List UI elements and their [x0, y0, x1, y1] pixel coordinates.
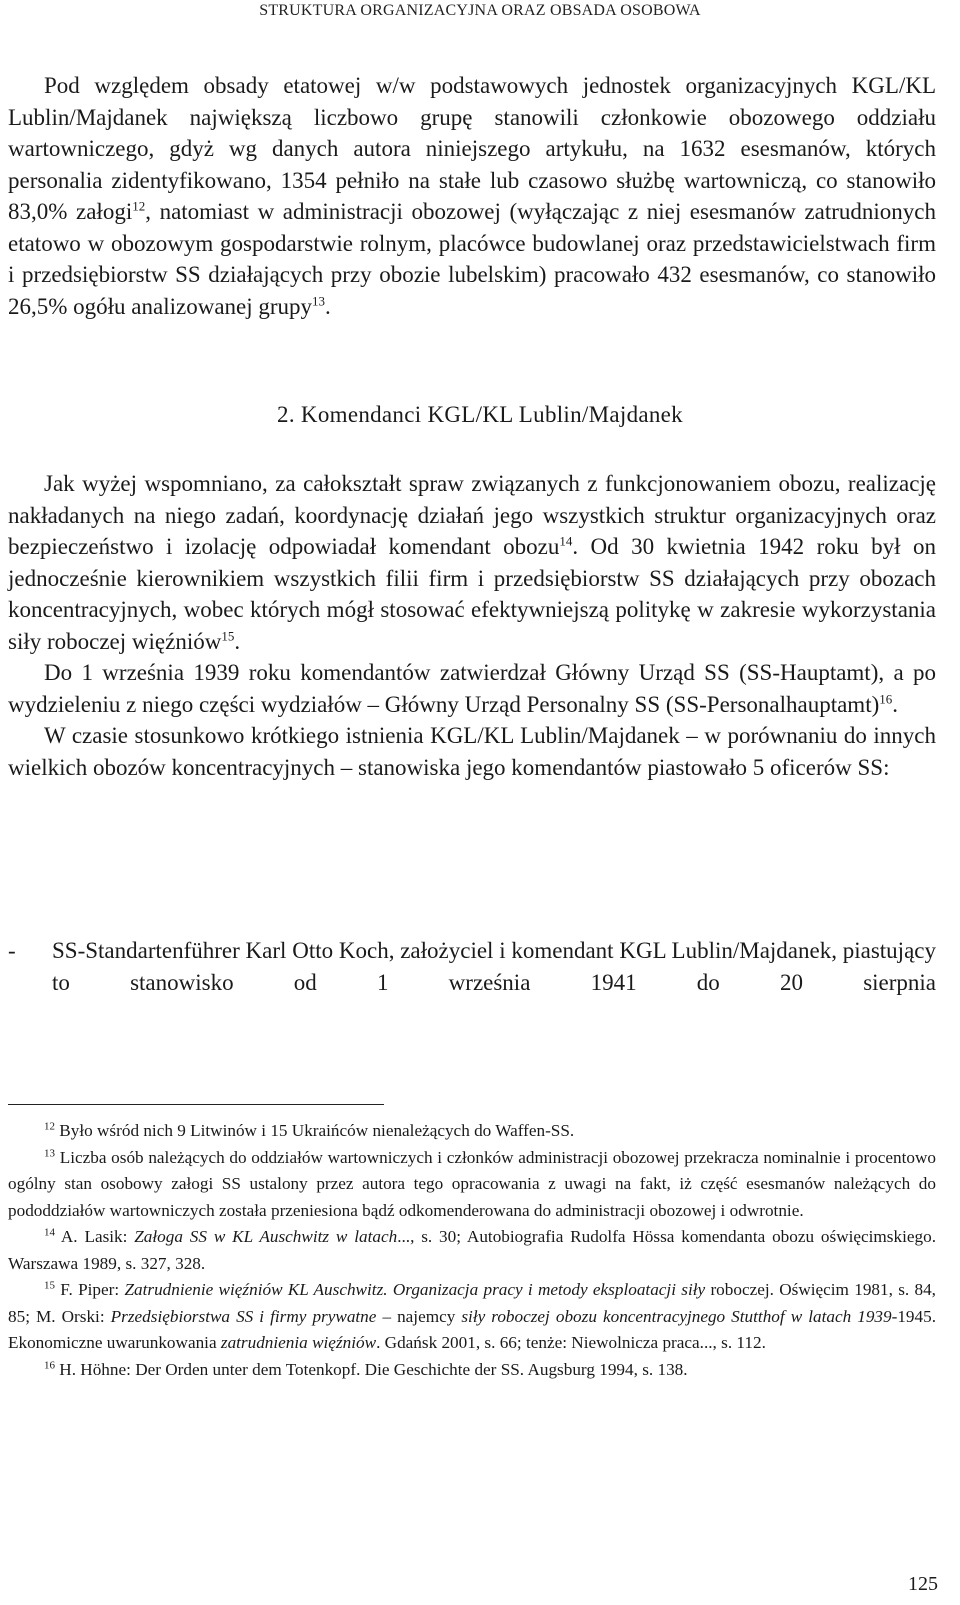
- footnote-13: [8, 1145, 936, 1225]
- footnote-title: zatrudnienia więźniów: [220, 1333, 377, 1352]
- footnote-text: . Warszawa 1989, s. 327, 328.: [8, 1227, 936, 1273]
- footnote-ref-16[interactable]: 16: [879, 690, 893, 706]
- footnote-ref-15[interactable]: 15: [221, 627, 235, 643]
- list-dash: -: [8, 938, 16, 963]
- paragraph-text: .: [234, 628, 241, 654]
- footnote-text: -1945. Ekonomiczne uwarunkowania: [8, 1306, 937, 1352]
- footnote-text: A. Lasik:: [55, 1227, 135, 1246]
- footnote-14: [8, 1224, 936, 1277]
- footnote-number: 15: [44, 1279, 55, 1292]
- footnote-number: 13: [44, 1146, 55, 1159]
- footnote-text: F. Piper:: [55, 1280, 125, 1299]
- body-text-section: [8, 468, 936, 783]
- paragraph-commandant-role: [8, 468, 936, 657]
- footnote-ref-12[interactable]: 12: [132, 198, 146, 214]
- footnote-text: roboczej. Oświęcim 1981, s. 84, 85; M. Orski:: [8, 1280, 936, 1326]
- footnote-16: [8, 1357, 936, 1384]
- paragraph-text: .: [892, 691, 898, 717]
- paragraph-approval: [8, 657, 936, 720]
- footnote-12: [8, 1118, 936, 1145]
- footnote-ref-14[interactable]: 14: [559, 533, 573, 549]
- footnote-text: . Gdańsk 2001, s. 66; tenże: Niewolnicza praca..., s. 112.: [376, 1333, 766, 1352]
- paragraph-text: , natomiast w administracji obozowej (wyłączając z niej esesmanów zatrudnionych etatowo w obozowym gospodarstwie rolnym, placówce budowlanej oraz przedstawicielstwach firm i przedsiębiorstw SS działających przy obozie lubelskim) pracowało 432 esesmanów, co stanowiło 26,5% ogółu analizowanej grupy: [8, 199, 937, 319]
- footnote-title: Zatrudnienie więźniów KL Auschwitz. Organizacja pracy i metody eksploatacji siły: [124, 1280, 706, 1299]
- paragraph-text: Pod względem obsady etatowej w/w podstawowych jednostek organizacyjnych KGL/KL Lublin/Majdanek największą liczbowo grupę stanowili członkowie obozowego oddziału wartowniczego, gdyż wg danych autora niniejszego artykułu, na 1632 esesmanów, których personalia zidentyfikowano, 1354 pełniło na stałe lub czasowo służbę wartowniczą, co stanowiło 83,0% załogi: [8, 73, 936, 224]
- footnote-text: Liczba osób należących do oddziałów wartowniczych i członków administracji obozowej przekracza nominalnie i procentowo ogólny stan osobowy załogi SS ustalony przez autora tego opracowania z uwagi na fakt, iż część esesmanów należących do pododdziałów wartowniczych została przeniesiona bądź odkomenderowana do administracji obozowej i odwrotnie.: [8, 1147, 936, 1220]
- footnote-ref-13[interactable]: 13: [312, 292, 326, 308]
- section-heading: 2. Komendanci KGL/KL Lublin/Majdanek: [277, 402, 683, 427]
- footnote-number: 12: [44, 1120, 55, 1133]
- footnote-text: Było wśród nich 9 Litwinów i 15 Ukraińców nienależących do Waffen-SS.: [55, 1121, 575, 1140]
- paragraph-text: . Od 30 kwietnia 1942 roku był on jednocześnie kierownikiem wszystkich filii firm i przedsiębiorstw SS działających przy obozach koncentracyjnych, wobec których mógł stosować efektywniejszą politykę w zakresie wykorzystania siły roboczej więźniów: [8, 534, 937, 654]
- list-item-text: SS-Standartenführer Karl Otto Koch, założyciel i komendant KGL Lublin/Majdanek, piastujący to stanowisko od 1 września 1941 do 20 sierpnia: [52, 938, 936, 995]
- footnote-title: Przedsiębiorstwa SS i firmy prywatne: [110, 1306, 377, 1326]
- footnotes: [8, 1118, 936, 1383]
- paragraph-text: Jak wyżej wspomniano, za całokształt spraw związanych z funkcjonowaniem obozu, realizację nakładanych na niego zadań, koordynację działań jego wszystkich struktur organizacyjnych oraz bezpieczeństwo i izolację odpowiadał komendant obozu: [8, 471, 936, 559]
- footnote-text: – najemcy: [376, 1306, 462, 1326]
- footnote-text: ..., s. 30; Autobiografia Rudolfa Hössa komendanta obozu oświęcimskiego: [397, 1227, 932, 1246]
- footnote-15: [8, 1277, 936, 1357]
- footnote-title: siły roboczej obozu koncentracyjnego Stutthof w latach 1939: [461, 1306, 892, 1326]
- footnote-number: 16: [44, 1358, 55, 1371]
- paragraph-text: Do 1 września 1939 roku komendantów zatwierdzał Główny Urząd SS (SS-Hauptamt), a po wydzieleniu z niego części wydziałów – Główny Urząd Personalny SS (SS-Personalhauptamt): [8, 660, 936, 717]
- list-item: [8, 935, 936, 998]
- page-number: 125: [908, 1573, 938, 1595]
- paragraph-commandants: W czasie stosunkowo krótkiego istnienia KGL/KL Lublin/Majdanek – w porównaniu do innych wielkich obozów koncentracyjnych – stanowiska jego komendantów piastowało 5 oficerów SS:: [8, 723, 936, 780]
- paragraph-staffing: [8, 70, 936, 322]
- footnote-number: 14: [44, 1226, 55, 1239]
- running-header: STRUKTURA ORGANIZACYJNA ORAZ OBSADA OSOBOWA: [259, 2, 701, 19]
- commandant-list: [8, 935, 936, 998]
- footnote-text: H. Höhne: Der Orden unter dem Totenkopf. Die Geschichte der SS. Augsburg 1994, s. 138.: [55, 1359, 688, 1379]
- footnote-title: Załoga SS w KL Auschwitz w latach: [134, 1227, 398, 1246]
- paragraph-text: .: [325, 293, 331, 319]
- body-text-top: [8, 70, 936, 322]
- footnote-separator: [8, 1104, 384, 1105]
